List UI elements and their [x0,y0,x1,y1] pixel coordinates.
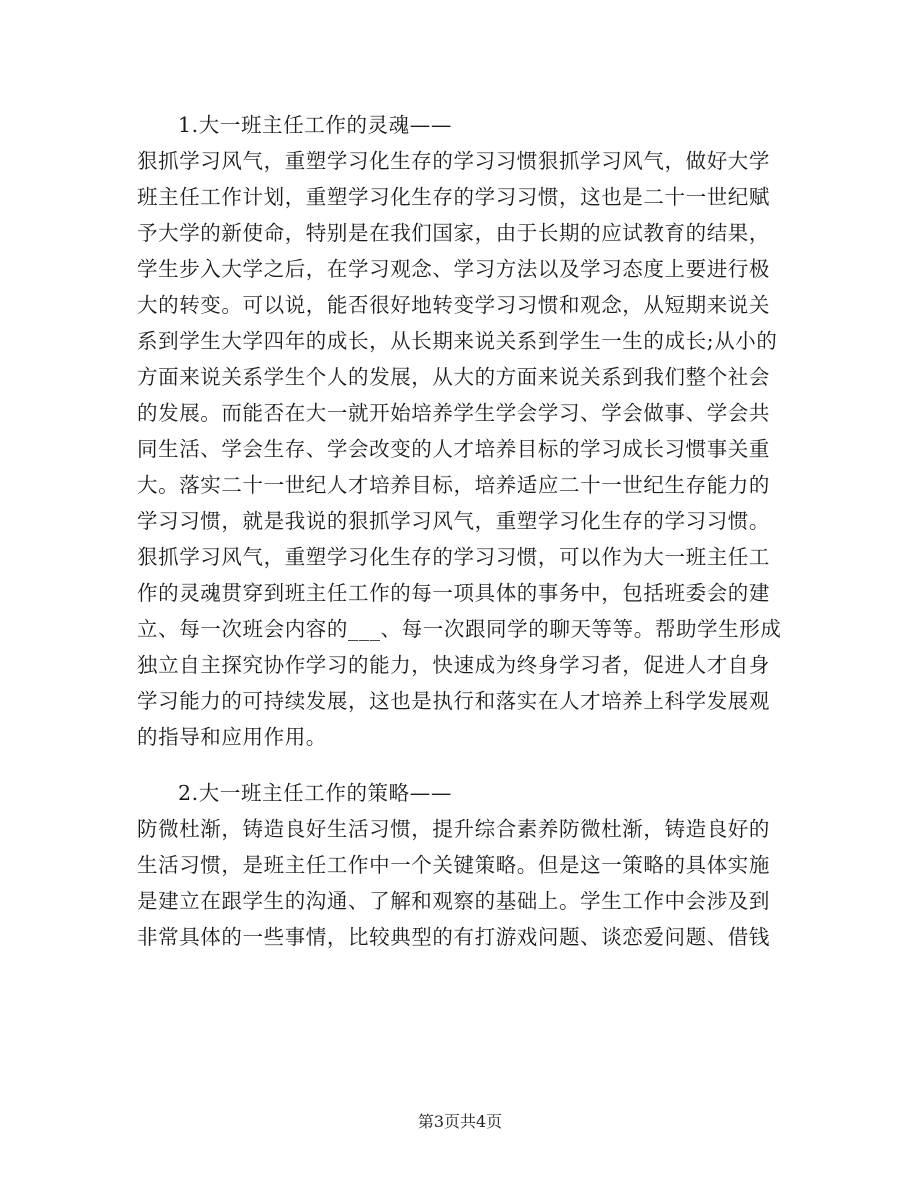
section-2-line: 非常具体的一些事情，比较典型的有打游戏问题、谈恋爱问题、借钱 [137,925,770,949]
section-1-line: 狠抓学习风气，重塑学习化生存的学习习惯，可以作为大一班主任工 [137,545,770,569]
section-2-line: 生活习惯，是班主任工作中一个关键策略。但是这一策略的具体实施 [137,853,770,877]
section-2-line: 是建立在跟学生的沟通、了解和观察的基础上。学生工作中会涉及到 [137,889,770,913]
section-1-line: 同生活、学会生存、学会改变的人才培养目标的学习成长习惯事关重 [137,437,770,461]
document-body [137,107,782,955]
section-1-line: 大的转变。可以说，能否很好地转变学习习惯和观念，从短期来说关 [137,293,770,317]
section-1-line: 狠抓学习风气，重塑学习化生存的学习习惯狠抓学习风气，做好大学 [137,149,770,173]
section-1-line: 的发展。而能否在大一就开始培养学生学会学习、学会做事、学会共 [137,401,770,425]
section-1-line: 立、每一次班会内容的___、每一次跟同学的聊天等等。帮助学生形成 [137,617,782,641]
section-1-line: 的指导和应用作用。 [137,725,327,749]
section-1-line: 大。落实二十一世纪人才培养目标，培养适应二十一世纪生存能力的 [137,473,770,497]
section-1-heading: 1.大一班主任工作的灵魂—— [178,113,452,137]
section-1-line: 独立自主探究协作学习的能力，快速成为终身学习者，促进人才自身 [137,653,770,677]
section-1-line: 系到学生大学四年的成长，从长期来说关系到学生一生的成长;从小的 [137,329,778,353]
section-1-line: 学生步入大学之后，在学习观念、学习方法以及学习态度上要进行极 [137,257,770,281]
paragraph-gap [137,755,782,775]
section-1-line: 作的灵魂贯穿到班主任工作的每一项具体的事务中，包括班委会的建 [137,581,770,605]
section-1-line: 学习习惯，就是我说的狠抓学习风气，重塑学习化生存的学习习惯。 [137,509,770,533]
section-1-line: 方面来说关系学生个人的发展，从大的方面来说关系到我们整个社会 [137,365,770,389]
section-1-line: 班主任工作计划，重塑学习化生存的学习习惯，这也是二十一世纪赋 [137,185,770,209]
section-2-line: 防微杜渐，铸造良好生活习惯，提升综合素养防微杜渐，铸造良好的 [137,817,770,841]
page-number: 第3页共4页 [417,1112,503,1131]
section-1-line: 学习能力的可持续发展，这也是执行和落实在人才培养上科学发展观 [137,689,770,713]
section-1-line: 予大学的新使命，特别是在我们国家，由于长期的应试教育的结果， [137,221,770,245]
section-2-heading: 2.大一班主任工作的策略—— [178,781,452,805]
